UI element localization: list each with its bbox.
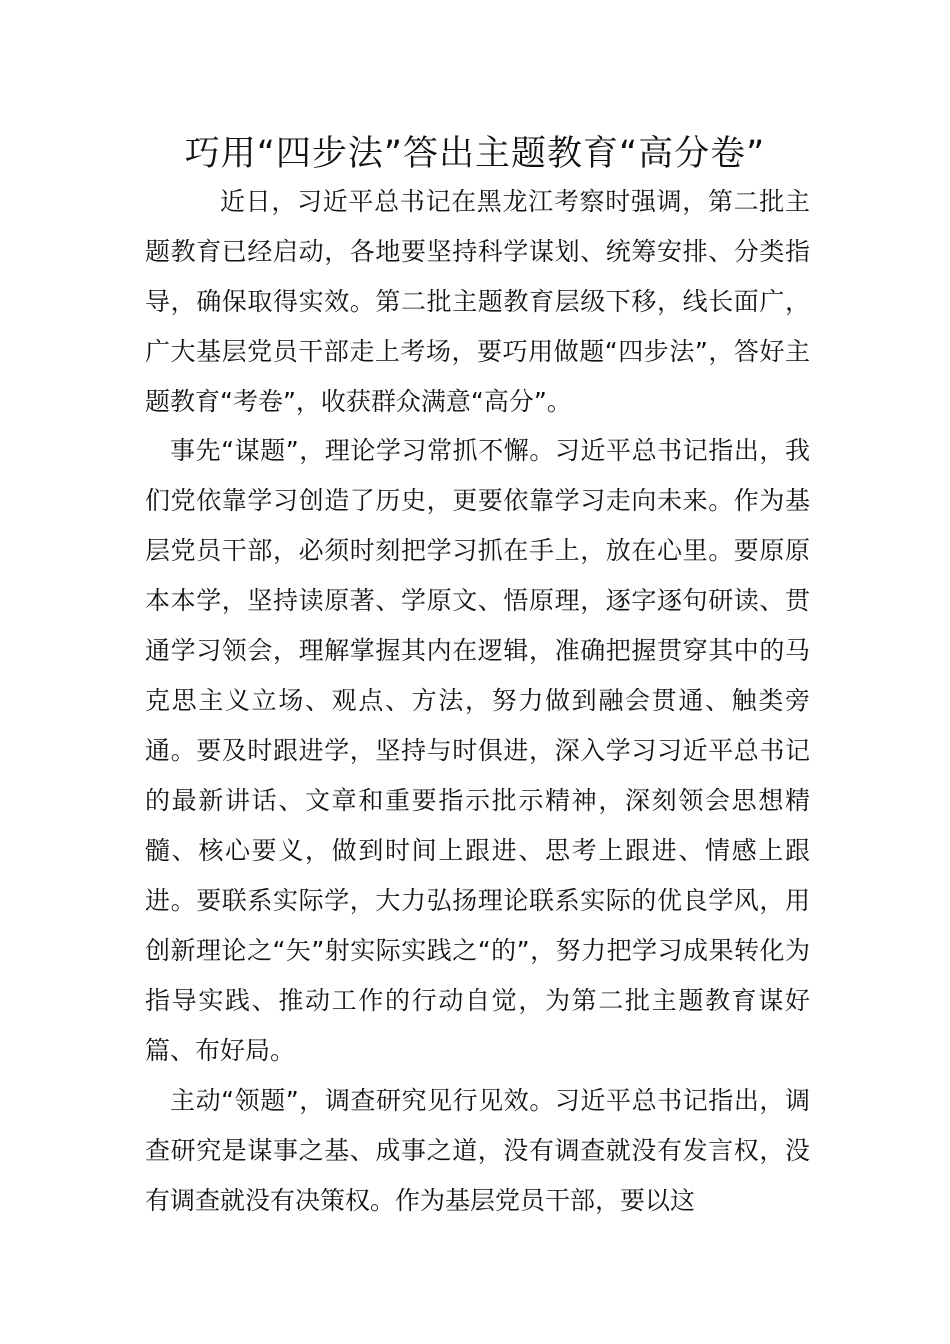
paragraph-theory-study: 事先“谋题”，理论学习常抓不懈。习近平总书记指出，我们党依靠学习创造了历史，更要依靠学习走向未来。作为基层党员干部，必须时刻把学习抓在手上，放在心里。要原原本本学，坚持读原著、学原文、悟原理，逐字逐句研读、贯通学习领会，理解掌握其内在逻辑，准确把握贯穿其中的马克思主义立场、观点、方法，努力做到融会贯通、触类旁通。要及时跟进学，坚持与时俱进，深入学习习近平总书记的最新讲话、文章和重要指示批示精神，深刻领会思想精髓、核心要义，做到时间上跟进、思考上跟进、情感上跟进。要联系实际学，大力弘扬理论联系实际的优良学风，用创新理论之“矢”射实际实践之“的”，努力把学习成果转化为指导实践、推动工作的行动自觉，为第二批主题教育谋好篇、布好局。 xyxy=(145,436,810,1065)
paragraph-intro: 近日，习近平总书记在黑龙江考察时强调，第二批主题教育已经启动，各地要坚持科学谋划、统筹安排、分类指导，确保取得实效。第二批主题教育层级下移，线长面广，广大基层党员干部走上考场，要巧用做题“四步法”，答好主题教育“考卷”，收获群众满意“高分”。 xyxy=(145,187,810,416)
document-title: 巧用“四步法”答出主题教育“高分卷” xyxy=(184,134,766,174)
paragraph-research: 主动“领题”，调查研究见行见效。习近平总书记指出，调查研究是谋事之基、成事之道，没有调查就没有发言权，没有调查就没有决策权。作为基层党员干部，要以这 xyxy=(145,1086,810,1215)
